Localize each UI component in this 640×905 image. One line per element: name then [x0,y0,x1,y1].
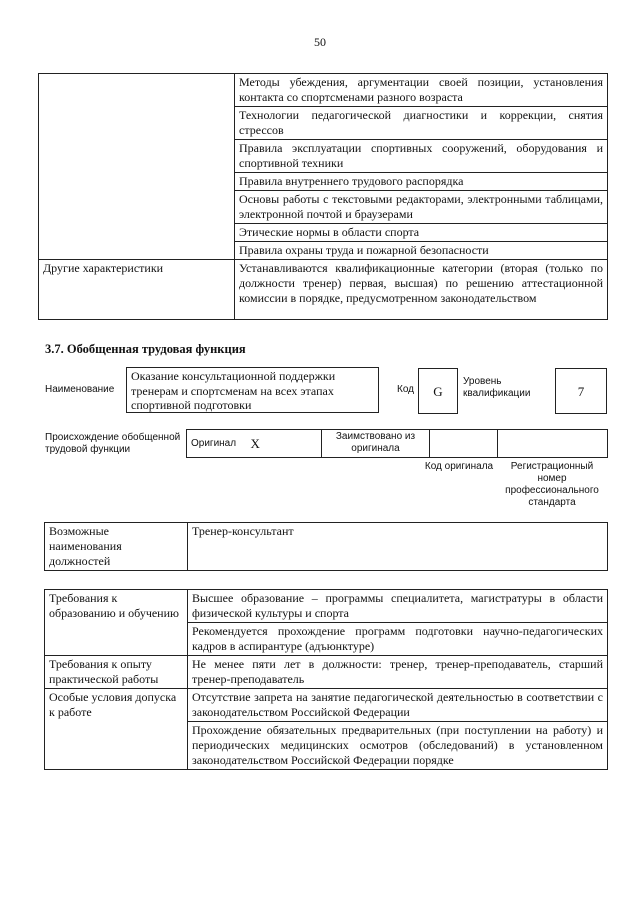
borrowed-label: Заимствовано из оригинала [322,430,430,458]
knowledge-item: Технологии педагогической диагностики и коррекции, снятия стрессов [235,107,608,140]
code-label: Код [397,384,415,395]
knowledge-item: Методы убеждения, аргументации своей позиции, установления контакта со спортсменами разного возраста [235,74,608,107]
name-label: Наименование [45,384,115,395]
positions-table [44,522,608,571]
knowledge-item: Этические нормы в области спорта [235,224,608,242]
special-conditions-value: Отсутствие запрета на занятие педагогической деятельностью в соответствии с законодательством Российской Федерации [188,689,608,722]
level-label: Уровень квалификации [463,376,531,399]
original-mark: X [247,430,322,458]
page-number: 50 [314,35,326,49]
knowledge-table [38,73,608,320]
other-characteristics-label: Другие характеристики [39,260,235,320]
name-value: Оказание консультационной поддержки тренерам и спортсменам на всех этапах спортивной подготовки [126,367,379,413]
code-value: G [418,368,458,414]
positions-value: Тренер-консультант [188,523,608,571]
empty-cell [39,74,235,260]
special-conditions-label: Особые условия допуска к работе [45,689,188,770]
code-original-label: Код оригинала [424,461,494,472]
education-value: Высшее образование – программы специалитета, магистратуры в области физической культуры и спорта [188,590,608,623]
experience-value: Не менее пяти лет в должности: тренер, тренер-преподаватель, старший тренер-преподаватель [188,656,608,689]
original-label: Оригинал [187,430,247,458]
knowledge-item: Правила охраны труда и пожарной безопасности [235,242,608,260]
requirements-table [44,589,608,770]
special-conditions-value: Прохождение обязательных предварительных (при поступлении на работу) и периодических медицинских осмотров (обследований) в установленном законодательством Российской Федерации порядке [188,722,608,770]
other-characteristics-value: Устанавливаются квалификационные категории (вторая (только по должности тренер) первая, высшая) по решению аттестационной комиссии в порядке, предусмотренном законодательством [235,260,608,320]
knowledge-item: Правила эксплуатации спортивных сооружений, оборудования и спортивной техники [235,140,608,173]
knowledge-item: Правила внутреннего трудового распорядка [235,173,608,191]
education-label: Требования к образованию и обучению [45,590,188,656]
origin-table [186,429,608,458]
original-code-cell [430,430,498,458]
education-value: Рекомендуется прохождение программ подготовки научно-педагогических кадров в аспирантуре (адъюнктуре) [188,623,608,656]
experience-label: Требования к опыту практической работы [45,656,188,689]
registration-number-label: Регистрационный номер профессионального стандарта [505,461,599,508]
registration-number-cell [498,430,608,458]
knowledge-item: Основы работы с текстовыми редакторами, электронными таблицами, электронной почтой и браузерами [235,191,608,224]
origin-label: Происхождение обобщенной трудовой функции [45,432,181,455]
positions-label: Возможные наименования должностей [45,523,188,571]
level-value: 7 [555,368,607,414]
section-title: 3.7. Обобщенная трудовая функция [45,342,246,356]
